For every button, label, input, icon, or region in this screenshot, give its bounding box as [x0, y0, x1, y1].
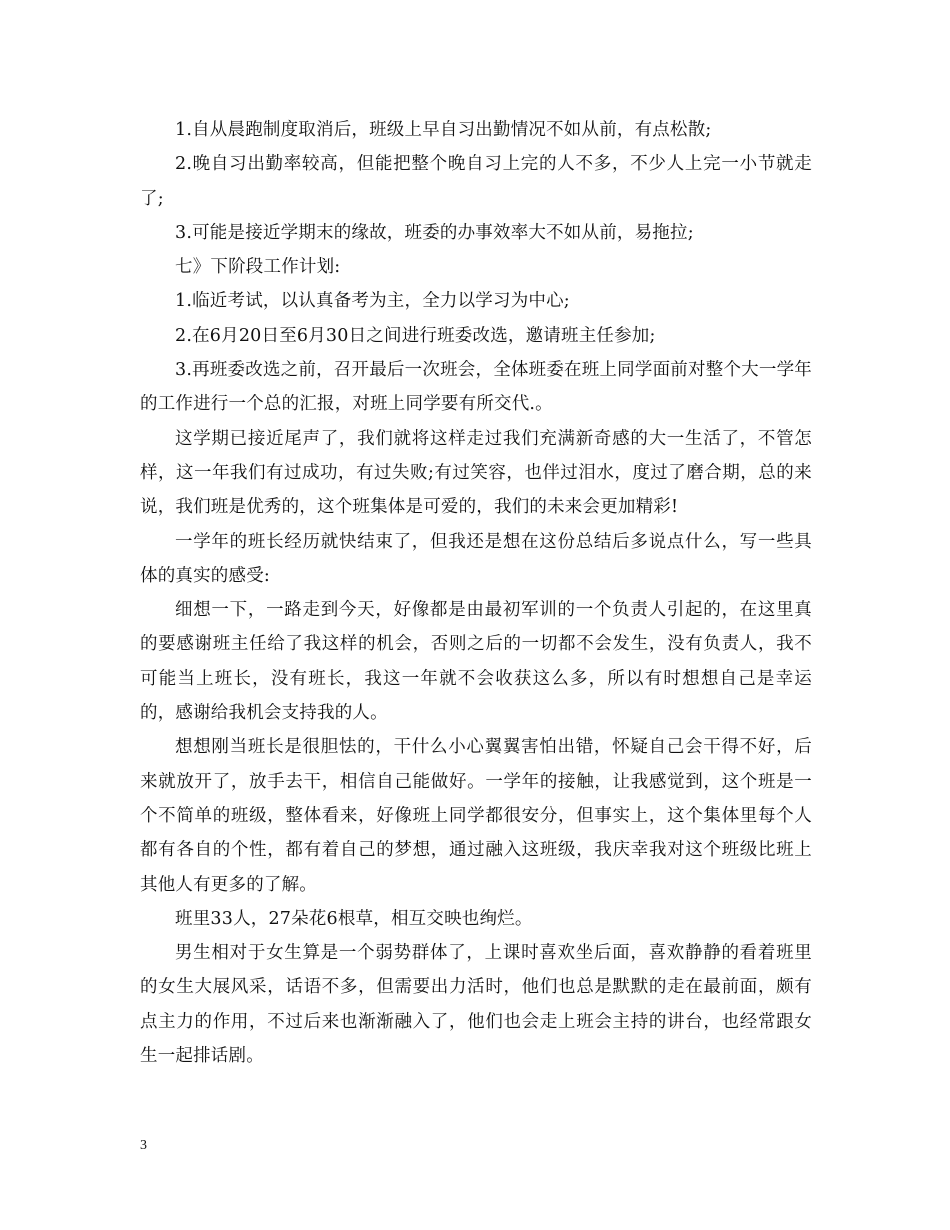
paragraph-12: 班里33人，27朵花6根草，相互交映也绚烂。	[175, 908, 533, 929]
paragraph-11: 想想刚当班长是很胆怯的，干什么小心翼翼害怕出错，怀疑自己会干得不好，后来就放开了，放手去干，相信自己能做好。一学年的接触，让我感觉到，这个班是一个不简单的班级，整体看来，好像班上同学都很安分，但事实上，这个集体里每个人都有各自的个性，都有着自己的梦想，通过融入这班级，我庆幸我对这个班级比班上其他人有更多的了解。	[140, 737, 812, 895]
paragraph-10: 细想一下，一路走到今天，好像都是由最初军训的一个负责人引起的，在这里真的要感谢班主任给了我这样的机会，否则之后的一切都不会发生，没有负责人，我不可能当上班长，没有班长，我这一年就不会收获这么多，所以有时想想自己是幸运的，感谢给我机会支持我的人。	[140, 600, 812, 724]
paragraph-5: 1.临近考试，以认真备考为主，全力以学习为中心;	[175, 291, 570, 312]
paragraph-6: 2.在6月20日至6月30日之间进行班委改选，邀请班主任参加;	[175, 325, 656, 346]
paragraph-3: 3.可能是接近学期末的缘故，班委的办事效率大不如从前，易拖拉;	[175, 222, 694, 243]
section-heading: 七》下阶段工作计划:	[175, 257, 341, 278]
page-number: 3	[140, 1138, 147, 1153]
paragraph-9: 一学年的班长经历就快结束了，但我还是想在这份总结后多说点什么，写一些具体的真实的感受:	[140, 531, 812, 586]
paragraph-2: 2.晚自习出勤率较高，但能把整个晚自习上完的人不多，不少人上完一小节就走了;	[140, 154, 812, 209]
paragraph-13: 男生相对于女生算是一个弱势群体了，上课时喜欢坐后面，喜欢静静的看着班里的女生大展风采，话语不多，但需要出力活时，他们也总是默默的走在最前面，颇有点主力的作用，不过后来也渐渐融入了，他们也会走上班会主持的讲台，也经常跟女生一起排话剧。	[140, 943, 812, 1067]
paragraph-1: 1.自从晨跑制度取消后，班级上早自习出勤情况不如从前，有点松散;	[175, 120, 712, 140]
paragraph-8: 这学期已接近尾声了，我们就将这样走过我们充满新奇感的大一生活了，不管怎样，这一年我们有过成功，有过失败;有过笑容，也伴过泪水，度过了磨合期，总的来说，我们班是优秀的，这个班集体是可爱的，我们的未来会更加精彩!	[140, 428, 812, 518]
document-body	[140, 113, 812, 1073]
paragraph-7: 3.再班委改选之前，召开最后一次班会，全体班委在班上同学面前对整个大一学年的工作进行一个总的汇报，对班上同学要有所交代.。	[140, 360, 812, 415]
